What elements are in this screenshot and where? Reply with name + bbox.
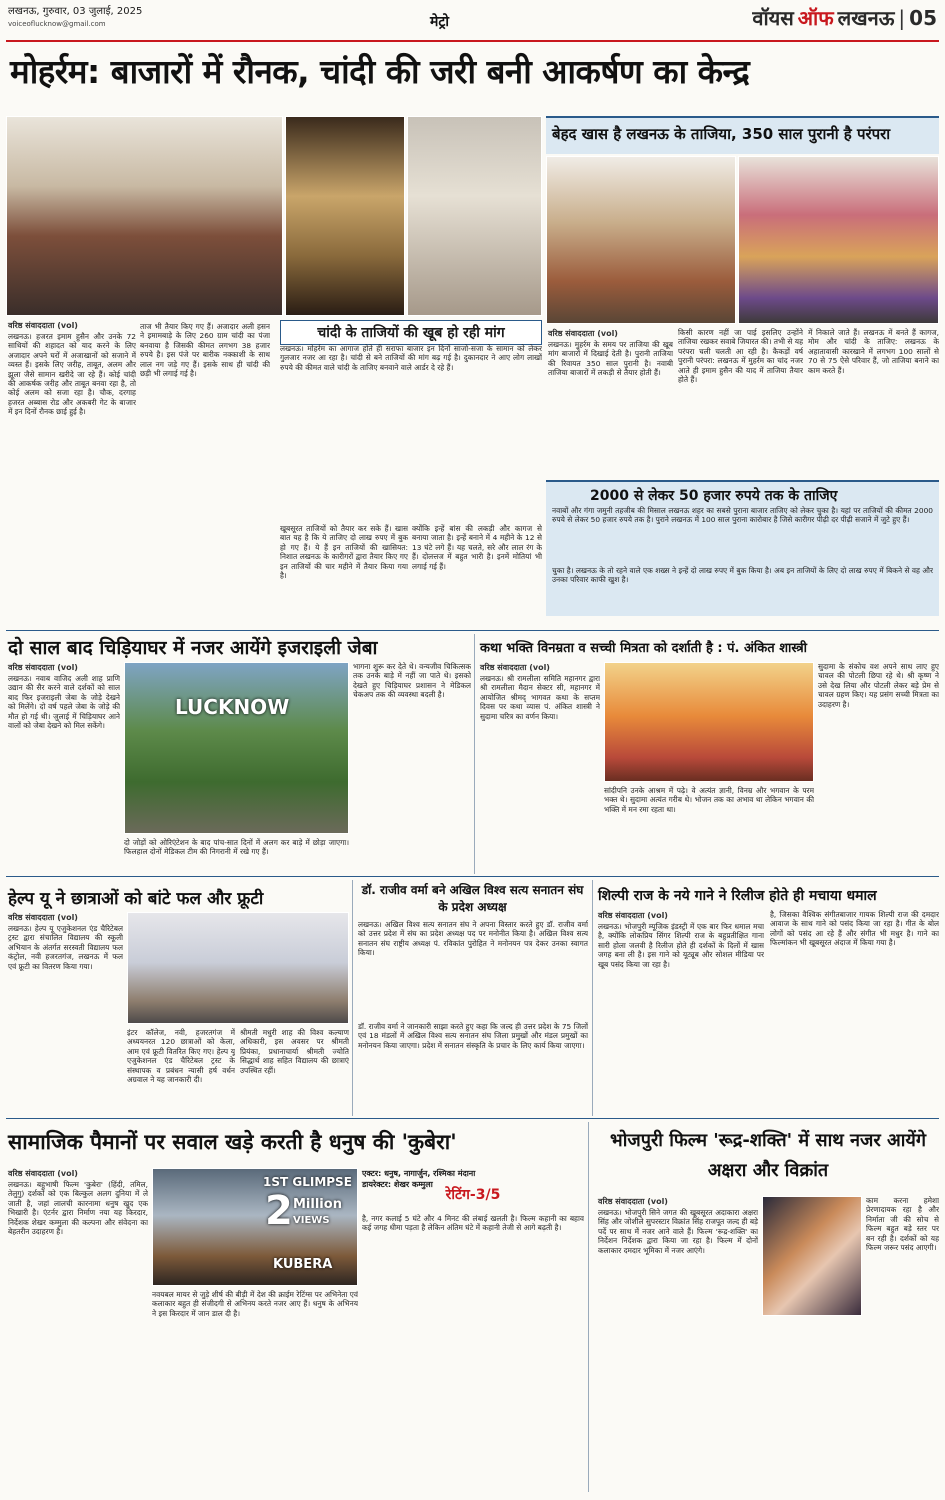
help-column-2: इंटर कॉलेज, नवी, हजरतगंज में अध्ययनरत 120 छात्राओं को केला, आम एवं फ्रूटी वितरित किए गए। हेल्प यू एजुकेशनल एंड चैरिटेबल ट्रस्ट के संस्थापक व प्रबंधन न्यासी हर्ष वर्धन अग्रवाल ने यह जानकारी दी। xyxy=(127,1028,235,1085)
kubera-column-1: लखनऊ। बहुभाषी फिल्म 'कुबेरा' (हिंदी, तमिल, तेलुगु) दर्शकों को एक बिल्कुल अलग दुनिया में ले जाती है, जहां लालची कारनामा धनुष खुद एक भिखारी है। एंटर्नर द्वारा निर्माण नया यह किरदार, निर्देशक शेखर कम्मुला की कल्पना और संवेदना का बेहतरीन उदाहरण है। xyxy=(8,1180,148,1237)
lead-column-3: लखनऊ। मोहर्रम का आगाज होते ही सराफा बाजार इन दिनों साजो-सजा के सामान को लेकर गुलजार नजर आ रहा है। चांदी से बने ताजियों की मांग बढ़ गई है। दुकानदार ने आए लोग लाखों रुपये की कीमत वाले चांदी के ताजिए बनवाने वाले आर्डर दे रहे हैं। xyxy=(280,344,542,372)
poster-view-number: 2 xyxy=(265,1188,293,1234)
katha-column-1: लखनऊ। श्री रामलीला समिति महानगर द्वारा श्री रामलीला मैदान सेक्टर सी, महानगर में आयोजित श्रीमद् भागवत कथा के सप्तम दिवस पर कथा व्यास पं. अंकित शास्त्री ने सुदामा चरित्र का वर्णन किया। xyxy=(480,674,600,721)
kubera-column-2: नवयबल मायर से जुड़े शीर्ष की बीड़ी में देश की क्राईम रेटिंग्स पर अभिनेता एवं कलाकार बहुत ही संजीदगी से अभिनय करते नजर आए हैं। धनुष के अभिनय ने इस किरदार में जान डाल दी है। xyxy=(152,1290,358,1318)
kubera-poster xyxy=(152,1168,358,1286)
page-number: 05 xyxy=(909,5,937,30)
tazia-price-column: चुका है। लखनऊ के तो रहने वाले एक शख्स ने इन्हें दो लाख रुपए में बुक किया है। अब इन ताजियों के लिए दो लाख रुपए में बिकने से वह और उनका परिवार काफी खुश है। xyxy=(552,566,933,585)
tazia-column-3: में निकाले जाते हैं। लखनऊ में बनते हैं कागज, मोम और चांदी के ताजिए: लखनऊ के अहातावासी कारखाने में लगभग 100 सालों से 70 से 75 ऐसे परिवार हैं, जो ताजिया बनाने का काम करते हैं। xyxy=(808,328,939,375)
rajeev-text: लखनऊ। अखिल विश्व सत्य सनातन संघ ने अपना विस्तार करते हुए डॉ. राजीव वर्मा को उत्तर प्रदेश में संघ का प्रदेश अध्यक्ष पद पर मनोनीत किया है। अखिल विश्व सत्य सनातन संघ राष्ट्रीय अध्यक्ष पं. रविकांत पुरोहित ने मनोनयन पत्र देकर उनका स्वागत किया। xyxy=(358,920,588,958)
zoo-column-2: दो जोड़ों को ओरिएंटेशन के बाद पांच-सात दिनों में अलग कर बाड़े में छोड़ा जाएगा। फिलहाल दोनों मेडिकल टीम की निगरानी में रखे गए हैं। xyxy=(124,838,349,857)
katha-column-2: सांदीपनि उनके आश्रम में पढ़े। वे अत्यंत ज्ञानी, विनम्र और भगवान के परम भक्त थे। सुदामा अत्यंत गरीब थे। भोजन तक का अभाव था लेकिन भगवान की भक्ति में मन रमा रहता था। xyxy=(604,786,814,814)
silver-tazia-subhead: चांदी के ताजियों की खूब हो रही मांग xyxy=(280,320,542,345)
section-rule-2 xyxy=(6,876,939,877)
column-divider-2 xyxy=(352,880,353,1116)
shilpi-reporter: वरिष्ठ संवाददाता (vol) xyxy=(598,911,668,920)
lead-photo-3 xyxy=(407,116,542,316)
lead-photo-2 xyxy=(285,116,405,316)
kubera-rating: रेटिंग-3/5 xyxy=(445,1187,501,1203)
katha-headline: कथा भक्ति विनम्रता व सच्ची मित्रता को दर्शाती है : पं. अंकित शास्त्री xyxy=(480,641,808,656)
kubera-headline: सामाजिक पैमानों पर सवाल खड़े करती है धनुष की 'कुबेरा' xyxy=(8,1130,457,1154)
lead-column-4: खूबसूरत ताजियों को तैयार कर सके हैं। खास बात यह है कि ये ताजिए दो लाख रुपए में बुक हो गए हैं। ये हैं इन ताजियों की खासियत: निशात लखनऊ के कारीगरों द्वारा तैयार किए गए इन ताजियों की चार महीने में तैयार किया गया है। xyxy=(280,524,408,581)
lead-column-5: क्योंकि इन्हें बांस की लकड़ी और कागज से बनाया जाता है। इन्हें बनाने में 4 महीने के 12 से 13 घंटे लगे हैं। यह चलते, सरे और लाल रंग के हैं। दोलत्तज में बहुत भारी है। इनमें मोतियां भी लगाई गई हैं। xyxy=(412,524,542,571)
rudra-reporter: वरिष्ठ संवाददाता (vol) xyxy=(598,1197,668,1206)
column-divider-4 xyxy=(588,1122,589,1492)
kubera-reporter: वरिष्ठ संवाददाता (vol) xyxy=(8,1169,78,1178)
masthead-word-c: लखनऊ xyxy=(837,6,895,30)
help-reporter: वरिष्ठ संवाददाता (vol) xyxy=(8,913,78,922)
help-photo xyxy=(127,912,349,1024)
help-column-1: लखनऊ। हेल्प यू एजुकेशनल एंड चैरिटेबल ट्रस्ट द्वारा संचालित विद्यालय की स्कूली अभियान के अंतर्गत सरस्वती विद्यालय फल कंट्रोल, नवी हजरतगंज, लखनऊ में फल एवं फ्रूटी का वितरण किया गया। xyxy=(8,924,123,971)
katha-photo xyxy=(604,662,814,782)
masthead-word-a: वॉयस xyxy=(752,6,794,30)
poster-views-label: VIEWS xyxy=(293,1215,330,1226)
tazia-headline: बेहद खास है लखनऊ के ताजिया, 350 साल पुरानी है परंपरा xyxy=(552,125,891,143)
kubera-credits xyxy=(362,1168,584,1201)
poster-view-unit: Million xyxy=(293,1197,342,1212)
header-rule xyxy=(6,40,939,42)
rudra-photo xyxy=(762,1196,862,1316)
shilpi-headline: शिल्पी राज के नये गाने ने रिलीज होते ही मचाया धमाल xyxy=(598,888,877,904)
email: voiceoflucknow@gmail.com xyxy=(8,20,106,28)
section-rule-1 xyxy=(6,630,939,631)
zoo-column-3: भागना शुरू कर देते थे। वन्यजीव चिकित्सक तक उनके बाड़े में नहीं जा पाते थे। इसको देखते हुए चिड़ियाघर प्रशासन ने मेडिकल चेकअप तक की व्यवस्था बदली है। xyxy=(353,662,471,700)
tazia-column-2: किसी कारण नहीं जा पाई इसलिए उन्होंने ताजिया रखकर सवाबे जियारत की। तभी से यह परंपरा चली चलती आ रही है। कैकड़ों वर्ष पुरानी परंपरा: लखनऊ में मुहर्रम का चांद नजर आते ही इमाम हुसैन की याद में ताजिया तैयार होते हैं। xyxy=(678,328,803,385)
lead-reporter: वरिष्ठ संवाददाता (vol) xyxy=(8,321,78,330)
tazia-column-1: लखनऊ। मुहर्रम के समय पर ताजिया की खूब मांग बाजारों में दिखाई देती है। पुरानी ताजिया की रिवायत 350 साल पुरानी है। नवाबी ताजिया बाजारों में लकड़ी से तैयार होती हैं। xyxy=(548,340,673,378)
lead-headline: मोहर्रम: बाजारों में रौनक, चांदी की जरी बनी आकर्षण का केन्द्र xyxy=(10,52,750,91)
masthead xyxy=(752,4,937,31)
masthead-divider: | xyxy=(898,5,906,30)
katha-reporter: वरिष्ठ संवाददाता (vol) xyxy=(480,663,550,672)
rajeev-headline: डॉ. राजीव वर्मा बने अखिल विश्व सत्य सनातन संघ के प्रदेश अध्यक्ष xyxy=(361,883,584,914)
lead-photo-1 xyxy=(6,116,283,316)
zoo-column-1: लखनऊ। नवाब वाजिद अली शाह प्राणि उद्यान की सैर करने वाले दर्शकों को साल बाद फिर इजराइली जेबा के जोड़े देखने को मिलेंगे। दो वर्ष पहले जेबा के जोड़े की मौत हो गई थी। जुलाई में चिड़ियाघर आने वालों को जेबा देखने को मिल सकेंगे। xyxy=(8,674,120,731)
rudra-headline: भोजपुरी फिल्म 'रूद्र-शक्ति' में साथ नजर आयेंगे अक्षरा और विक्रांत xyxy=(610,1130,926,1181)
masthead-word-b: ऑफ xyxy=(797,6,834,30)
rajeev-text-2: डॉ. राजीव वर्मा ने जानकारी साझा करते हुए कहा कि जल्द ही उत्तर प्रदेश के 75 जिलों एवं 18 मंडलों में अखिल विश्व सत्य सनातन संघ जिला प्रमुखों और मंडल प्रमुखों का मनोनयन किया जाएगा। प्रदेश में सनातन संस्कृति के प्रचार के लिए कार्य किया जाएगा। xyxy=(358,1022,588,1050)
tazia-price-text: नवाबों और गंगा जमुनी तहजीब की मिसाल लखनऊ शहर का सबसे पुराना बाजार ताजिए को लेकर चुका है। यहां पर ताजियों की कीमत 2000 रुपये से लेकर 50 हजार रुपये तक है। पुराने लखनऊ में 100 साल पुराना कारोबार है जिसे कारीगर पीढ़ी दर पीढ़ी सजाने में जुटे हुए हैं। xyxy=(552,506,933,525)
help-column-3: श्रीमती मधुरी शाह की विश्व कल्याण अधिकारी, इस अवसर पर श्रीमती प्रियंका, प्रधानाचार्या श्रीमती ज्योति सिद्धार्थ शाह सहित विद्यालय की छात्राएं उपस्थित रहीं। xyxy=(240,1028,349,1075)
poster-glimpse-label: 1ST GLIMPSE xyxy=(263,1175,352,1189)
help-headline: हेल्प यू ने छात्राओं को बांटे फल और फ्रूटी xyxy=(8,889,264,909)
kubera-director: डायरेक्टर: शेखर कम्मुला xyxy=(362,1180,433,1189)
column-divider-3 xyxy=(592,880,593,1116)
tazia-photo-1 xyxy=(546,156,736,324)
rudra-column-1: लखनऊ। भोजपुरी सिने जगत की खूबसूरत अदाकारा अक्षरा सिंह और जोशीले सुपरस्टार विक्रांत सिंह राजपूत जल्द ही बड़े पर्दे पर साथ में नजर आने वाले हैं। फिल्म 'रूद्र-शक्ति' का निर्देशन निर्देशक द्वारा किया जा रहा है। फिल्म में दोनों कलाकार दमदार भूमिका में नजर आएंगे। xyxy=(598,1208,758,1255)
column-divider-1 xyxy=(474,634,475,874)
poster-title: KUBERA xyxy=(273,1257,333,1272)
shilpi-column-2: है, जिसका वैश्विक संगीतबाजार गायक शिल्पी राज की दमदार आवाज के साथ गाने को पसंद किया जा रहा है। गीत के बोल लोगों को पसंद आ रहे हैं और संगीत भी मधुर है। गाने का फिल्मांकन भी खूबसूरत अंदाज में किया गया है। xyxy=(770,910,939,948)
zoo-photo xyxy=(124,662,349,834)
dateline-block xyxy=(8,6,142,30)
rudra-column-2: काम करना हमेशा प्रेरणादायक रहा है और निर्माता जी की सोच से फिल्म बहुत बड़े स्तर पर बन रही है। दर्शकों को यह फिल्म जरूर पसंद आएगी। xyxy=(866,1196,939,1253)
katha-column-3: सुदामा के संकोच वश अपने साथ लाए हुए चावल की पोटली छिपा रहे थे। श्री कृष्ण ने उसे देख लिया और पोटली लेकर बड़े प्रेम से चावल ग्रहण किए। यह प्रसंग सच्ची मित्रता का उदाहरण है। xyxy=(818,662,939,709)
tazia-price-headline: 2000 से लेकर 50 हजार रुपये तक के ताजिए xyxy=(590,488,838,504)
zoo-photo-sign: LUCKNOW xyxy=(175,695,290,719)
lead-column-1: लखनऊ। हजरत इमाम हुसैन और उनके 72 साथियों की शहादत को याद करने के लिए अजादार अपने घरों में अजाखानों को सजाने में व्यस्त हैं। इसके लिए जरीह, ताबूत, अलम और झूला जैसे सामान खरीदे जा रहे हैं। कोई चांदी की आकर्षक जरीह और ताबूत बनवा रहा है, तो कोई अलम को सजा रहा है। चौक, दरगाह हजरत अब्बास रोड और अकबरी गेट के बाजार में इन दिनों रौनक छाई हुई है। xyxy=(8,332,136,417)
zoo-reporter: वरिष्ठ संवाददाता (vol) xyxy=(8,663,78,672)
section-rule-3 xyxy=(6,1118,939,1119)
zoo-headline: दो साल बाद चिड़ियाघर में नजर आयेंगे इजराइली जेबा xyxy=(8,637,378,659)
kubera-column-3: है, नगर कलाई 5 घंटे और 4 मिनट की लंबाई खलती है। फिल्म कहानी का बहाव कई जगह धीमा पड़ता है लेकिन अंतिम घंटे में कहानी तेजी से आगे बढ़ती है। xyxy=(362,1214,584,1233)
dateline: लखनऊ, गुरुवार, 03 जुलाई, 2025 xyxy=(8,6,143,17)
tazia-photo-2 xyxy=(738,156,939,324)
kubera-cast: एक्टर: धनुष, नागार्जुन, रश्मिका मंदाना xyxy=(362,1169,476,1178)
section-name: मेट्रो xyxy=(430,14,450,30)
tazia-reporter: वरिष्ठ संवाददाता (vol) xyxy=(548,329,618,338)
lead-column-2: ताज भी तैयार किए गए हैं। अजादार अली हसन ने इमामबाड़े के लिए 260 ग्राम चांदी का पंजा बनवाया है जिसकी कीमत लगभग 38 हजार रुपये है। इस पंजे पर बारीक नक्काशी के साथ लाल नग जड़े गए हैं। इसके साथ ही चांदी की छड़ी भी लगाई गई है। xyxy=(140,322,270,379)
shilpi-column-1: लखनऊ। भोजपुरी म्यूजिक इंडस्ट्री में एक बार फिर धमाल मचा है, क्योंकि लोकप्रिय सिंगर शिल्पी राज के बहुप्रतीक्षित गाना सारी होला जलवी है रिलीज होते ही दर्शकों के दिलों में खास जगह बना ली है। इस गाने को यूट्यूब और सोशल मीडिया पर खूब पसंद किया जा रहा है। xyxy=(598,922,764,969)
